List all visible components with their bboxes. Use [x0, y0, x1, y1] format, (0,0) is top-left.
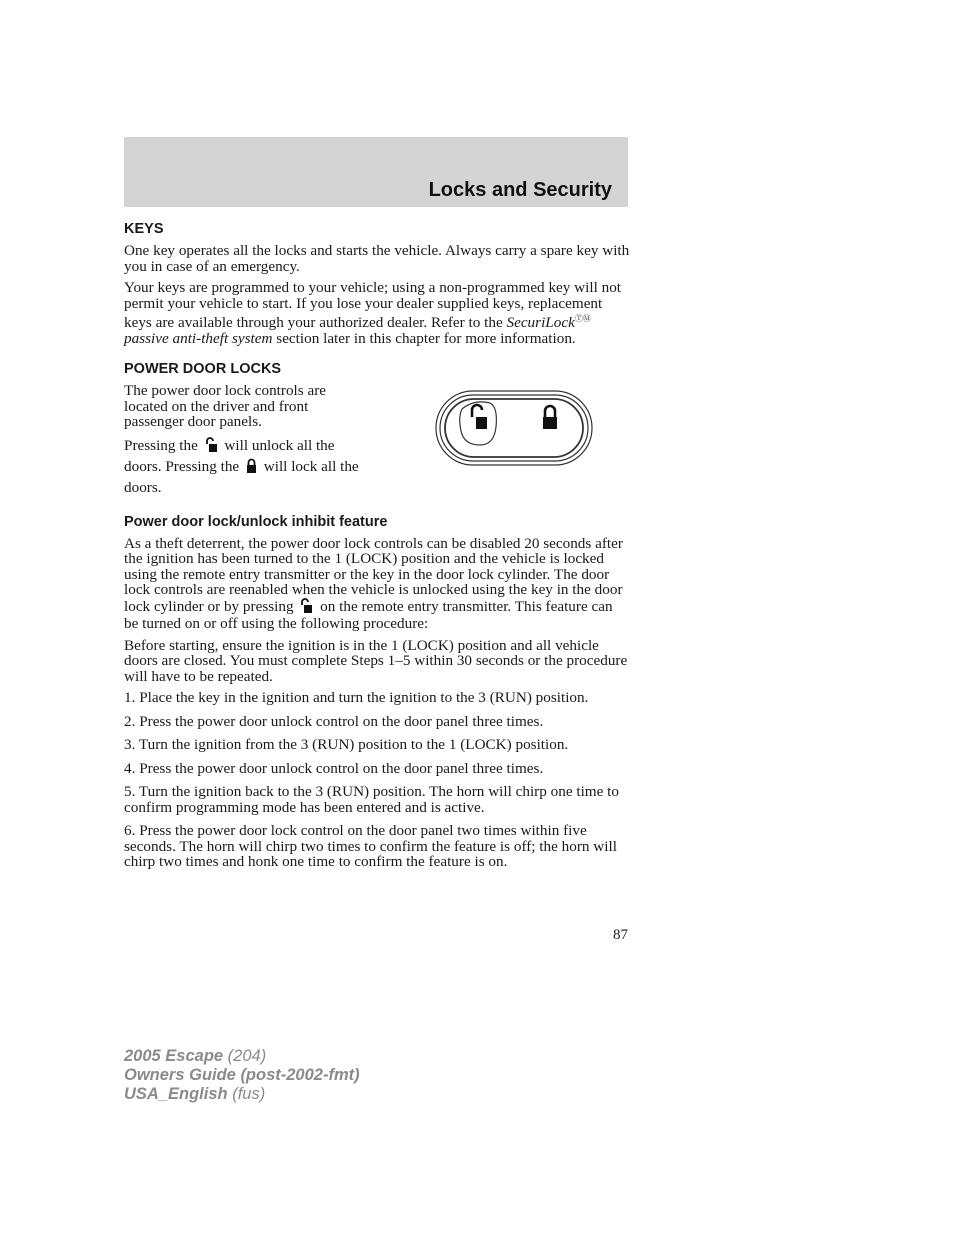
footer-line-2	[124, 1066, 360, 1085]
unlock-icon	[205, 437, 218, 457]
footer-line-3	[124, 1085, 360, 1104]
inhibit-p1-b: on the remote entry transmitter. This feature can be turned on or off using the following procedure:	[124, 597, 613, 633]
footer-guide-type: Owners Guide (post-2002-fmt)	[124, 1066, 360, 1084]
footer-model: 2005 Escape	[124, 1047, 224, 1065]
header-band	[124, 137, 628, 207]
document-footer	[124, 1047, 360, 1104]
figure-lock-icon	[543, 406, 557, 429]
lock-icon	[246, 458, 257, 478]
page-title: Locks and Security	[428, 179, 612, 201]
power-locks-section	[124, 383, 630, 503]
procedure-step: 4. Press the power door unlock control on the door panel three times.	[124, 759, 544, 777]
inhibit-feature-heading: Power door lock/unlock inhibit feature	[124, 513, 388, 530]
power-door-locks-heading: POWER DOOR LOCKS	[124, 361, 282, 378]
procedure-step: 5. Turn the ignition back to the 3 (RUN) position. The horn will chirp one time to confirm programming mode has been entered and is active.	[124, 783, 619, 816]
footer-line-1	[124, 1047, 360, 1066]
unlock-icon	[300, 598, 313, 617]
securilock-term: SecuriLock	[506, 314, 575, 332]
inhibit-paragraph-2: Before starting, ensure the ignition is in the 1 (LOCK) position and all vehicle doors are closed. You must complete Steps 1–5 within 30 seconds or the procedure will have to be repeated.	[124, 636, 628, 685]
procedure-steps	[124, 690, 630, 870]
power-locks-paragraph-2	[124, 436, 369, 497]
figure-unlock-icon	[472, 405, 487, 429]
keys-p2-text-a: Your keys are programmed to your vehicle; using a non-programmed key will not permit your vehicle to start. If you lose your dealer supplied keys, replacement keys are available through your authorized dealer. Refer to the	[124, 279, 622, 332]
keys-paragraph-2	[124, 280, 630, 346]
power-locks-text	[124, 383, 369, 503]
keys-heading: KEYS	[124, 221, 164, 237]
footer-language: USA_English	[124, 1085, 228, 1103]
procedure-step: 6. Press the power door lock control on the door panel two times within five seconds. The horn will chirp two times to confirm the feature is off; the horn will chirp two times and honk one time to confirm the feature is on.	[124, 822, 617, 871]
anti-theft-term: passive anti-theft system	[124, 329, 273, 347]
power-locks-p2-c: will lock all the doors.	[124, 457, 359, 496]
trademark-mark: ⓉⓂ	[574, 314, 591, 323]
page-number: 87	[613, 927, 628, 943]
power-locks-paragraph-1: The power door lock controls are located on the driver and front passenger door panels.	[124, 382, 327, 431]
procedure-step: 3. Turn the ignition from the 3 (RUN) position to the 1 (LOCK) position.	[124, 736, 569, 754]
inhibit-paragraph-1	[124, 536, 630, 632]
inhibit-p1-a: As a theft deterrent, the power door lock controls can be disabled 20 seconds after the ignition has been turned to the 1 (LOCK) position and the vehicle is locked using the remote entry transmitter or the key in the door lock cylinder. The door lock controls are reenabled when the vehicle is unlocked using the key in the door lock cylinder or by pressing	[124, 534, 623, 615]
power-locks-p2-a: Pressing the	[124, 436, 198, 454]
door-lock-switch-illustration	[434, 387, 594, 471]
footer-language-code: (fus)	[227, 1085, 266, 1103]
keys-p2-text-b: section later in this chapter for more information.	[272, 329, 576, 347]
power-locks-p2-b: will unlock all the doors. Pressing the	[124, 436, 335, 475]
page-content	[124, 220, 630, 878]
procedure-step: 1. Place the key in the ignition and turn the ignition to the 3 (RUN) position.	[124, 689, 589, 707]
procedure-step: 2. Press the power door unlock control on the door panel three times.	[124, 712, 544, 730]
keys-paragraph-1: One key operates all the locks and starts the vehicle. Always carry a spare key with you in case of an emergency.	[124, 242, 630, 275]
footer-model-code: (204)	[223, 1047, 267, 1065]
